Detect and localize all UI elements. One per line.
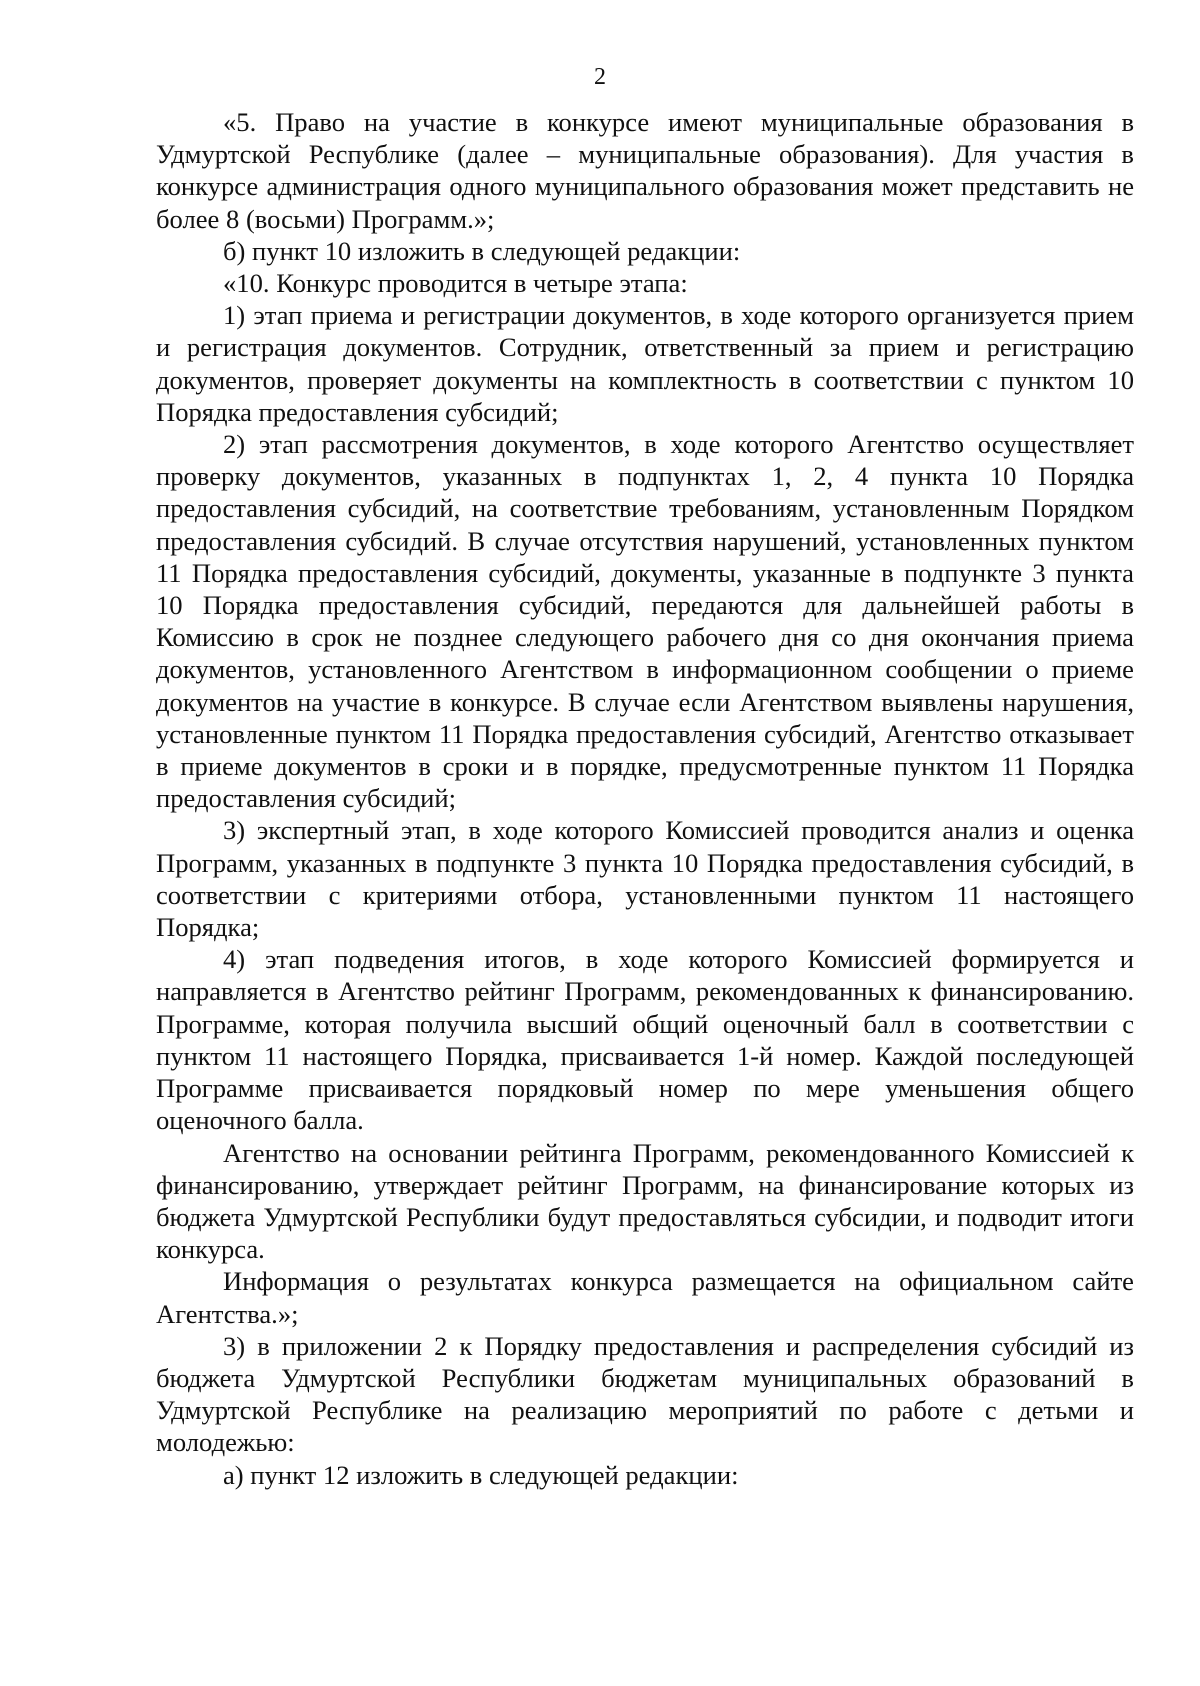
paragraph-item-3-appendix: 3) в приложении 2 к Порядку предоставления и распределения субсидий из бюджета Удмуртской Республики бюджетам муниципальных образований в Удмуртской Республике на реализацию мероприятий по работе с детьми и молодежью:	[156, 1330, 1134, 1458]
paragraph-stage-3: 3) экспертный этап, в ходе которого Комиссией проводится анализ и оценка Программ, указанных в подпункте 3 пункта 10 Порядка предоставления субсидий, в соответствии с критериями отбора, установленными пунктом 11 настоящего Порядка;	[156, 815, 1134, 943]
paragraph-item-10-stages: «10. Конкурс проводится в четыре этапа:	[223, 268, 688, 299]
page-number: 2	[594, 64, 606, 90]
paragraph-agency-rating: Агентство на основании рейтинга Программ, рекомендованного Комиссией к финансированию, утверждает рейтинг Программ, на финансирование которых из бюджета Удмуртской Республики будут предоставляться субсидии, и подводит итоги конкурса.	[156, 1137, 1134, 1265]
paragraph-stage-1: 1) этап приема и регистрации документов, в ходе которого организуется прием и регистрация документов. Сотрудник, ответственный за прием и регистрацию документов, проверяет документы на комплектность в соответствии с пунктом 10 Порядка предоставления субсидий;	[156, 300, 1134, 427]
paragraph-results-info: Информация о результатах конкурса размещается на официальном сайте Агентства.»;	[156, 1266, 1134, 1329]
paragraph-subitem-a: а) пункт 12 изложить в следующей редакции:	[223, 1459, 739, 1490]
paragraph-stage-4: 4) этап подведения итогов, в ходе которого Комиссией формируется и направляется в Агентство рейтинг Программ, рекомендованных к финансированию. Программе, которая получила высший общий оценочный балл в соответствии с пунктом 11 настоящего Порядка, присваивается 1-й номер. Каждой последующей Программе присваивается порядковый номер по мере уменьшения общего оценочного балла.	[156, 944, 1134, 1136]
paragraph-item-5-participation: «5. Право на участие в конкурсе имеют муниципальные образования в Удмуртской Республике (далее – муниципальные образования). Для участия в конкурсе администрация одного муниципального образования может представить не более 8 (восьми) Программ.»;	[156, 107, 1134, 234]
paragraph-subitem-b: б) пункт 10 изложить в следующей редакции:	[223, 235, 741, 266]
paragraph-stage-2: 2) этап рассмотрения документов, в ходе которого Агентство осуществляет проверку документов, указанных в подпунктах 1, 2, 4 пункта 10 Порядка предоставления субсидий, на соответствие требованиям, установленным Порядком предоставления субсидий. В случае отсутствия нарушений, установленных пунктом 11 Порядка предоставления субсидий, документы, указанные в подпункте 3 пункта 10 Порядка предоставления субсидий, передаются для дальнейшей работы в Комиссию в срок не позднее следующего рабочего дня со дня окончания приема документов, установленного Агентством в информационном сообщении о приеме документов на участие в конкурсе. В случае если Агентством выявлены нарушения, установленные пунктом 11 Порядка предоставления субсидий, Агентство отказывает в приеме документов в сроки и в порядке, предусмотренные пунктом 11 Порядка предоставления субсидий;	[156, 429, 1134, 814]
document-body	[156, 106, 1134, 1491]
